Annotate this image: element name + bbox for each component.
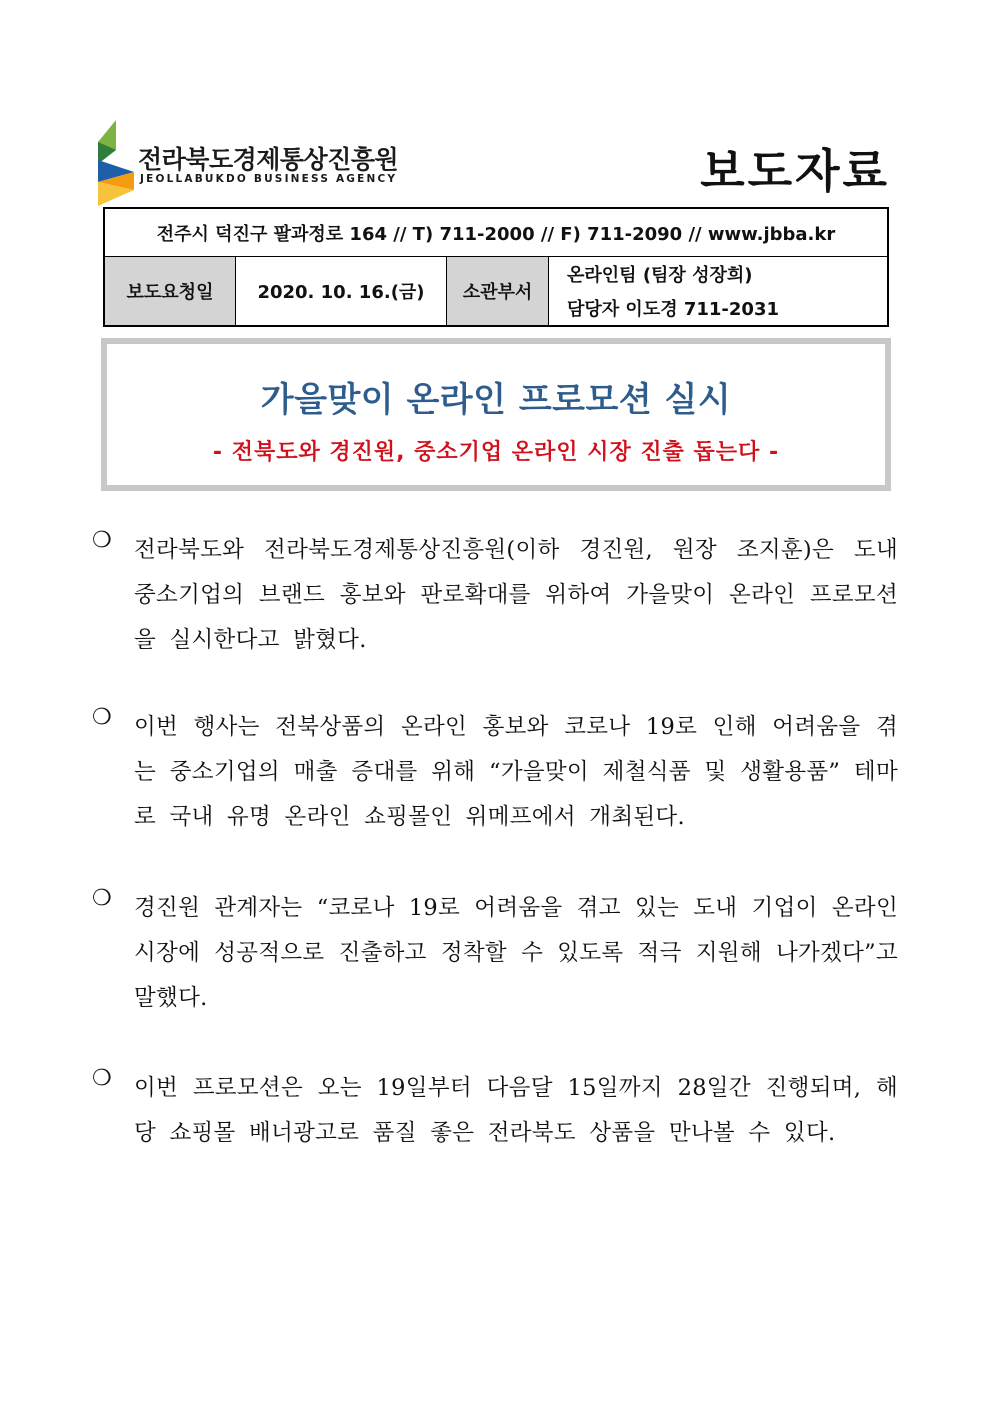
org-logo — [94, 120, 399, 206]
paragraph-text: 이번 행사는 전북상품의 온라인 홍보와 코로나 19로 인해 어려움을 겪는 중소기업의 매출 증대를 위해 “가을맞이 제철식품 및 생활용품” 테마로 국내 유명 온라인 쇼핑몰인 위메프에서 개최된다. — [134, 714, 898, 830]
paragraph-text: 이번 프로모션은 오는 19일부터 다음달 15일까지 28일간 진행되며, 해당 쇼핑몰 배너광고로 품질 좋은 전라북도 상품을 만나볼 수 있다. — [134, 1075, 898, 1146]
paragraph-text: 경진원 관계자는 “코로나 19로 어려움을 겪고 있는 도내 기업이 온라인 시장에 성공적으로 진출하고 정착할 수 있도록 적극 지원해 나가겠다”고 말했다. — [134, 895, 898, 1011]
paragraph-text: 전라북도와 전라북도경제통상진흥원(이하 경진원, 원장 조지훈)은 도내 중소기업의 브랜드 홍보와 판로확대를 위하여 가을맞이 온라인 프로모션을 실시한다고 밝혔다. — [134, 537, 898, 653]
department-label: 소관부서 — [447, 257, 549, 325]
press-info-table — [103, 207, 889, 327]
logo-mark-icon — [94, 120, 138, 206]
bullet-circle-icon: ❍ — [92, 1066, 112, 1091]
department-team: 온라인팀 (팀장 성장희) — [567, 265, 753, 286]
document-type-title: 보도자료 — [700, 144, 890, 198]
body-paragraph — [92, 528, 898, 663]
release-date-value: 2020. 10. 16.(금) — [236, 257, 447, 325]
release-date-label: 보도요청일 — [105, 257, 236, 325]
bullet-circle-icon: ❍ — [92, 705, 112, 730]
headline-box — [101, 338, 891, 491]
org-name-korean: 전라북도경제통상진흥원 — [138, 145, 399, 174]
body-paragraph — [92, 886, 898, 1021]
body-paragraph — [92, 705, 898, 840]
department-contact-person: 담당자 이도경 711-2031 — [567, 299, 780, 320]
org-name-english: JEOLLABUKDO BUSINESS AGENCY — [140, 173, 398, 185]
bullet-circle-icon: ❍ — [92, 886, 112, 911]
contact-line: 전주시 덕진구 팔과정로 164 // T) 711-2000 // F) 711-2090 // www.jbba.kr — [105, 209, 887, 257]
headline-subtitle: - 전북도와 경진원, 중소기업 온라인 시장 진출 돕는다 - — [212, 440, 780, 465]
bullet-circle-icon: ❍ — [92, 528, 112, 553]
department-contact — [549, 257, 887, 325]
press-info-row — [105, 257, 887, 325]
headline-title: 가을맞이 온라인 프로모션 실시 — [260, 380, 732, 420]
body-paragraph — [92, 1066, 898, 1156]
